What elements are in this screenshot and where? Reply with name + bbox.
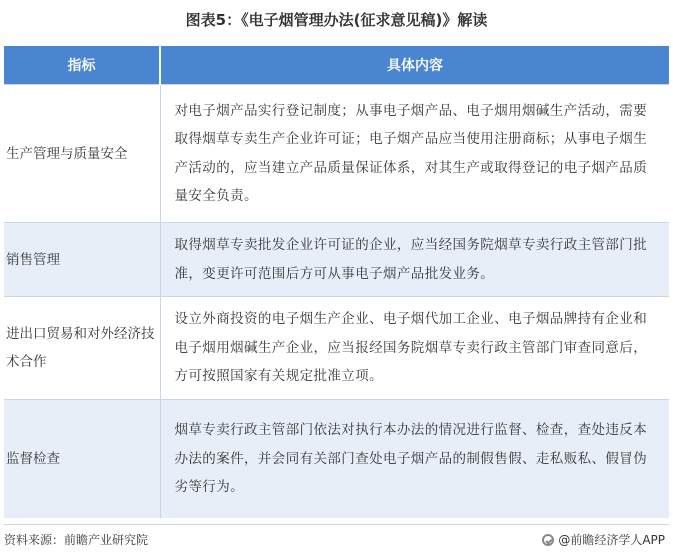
page-title: 图表5：《电子烟管理办法(征求意见稿)》解读 (185, 11, 488, 29)
column-header-content: 具体内容 (160, 46, 669, 85)
table-row (4, 223, 669, 297)
row-content: 烟草专卖行政主管部门依法对执行本办法的情况进行监督、检查，查处违反本办法的案件，并会同有关部门查处电子烟产品的制假售假、走私贩私、假冒伪劣等行为。 (160, 400, 669, 518)
brand-label: @前瞻经济学人APP (558, 533, 665, 547)
column-header-indicator: 指标 (4, 46, 160, 85)
row-content: 对电子烟产品实行登记制度；从事电子烟产品、电子烟用烟碱生产活动，需要取得烟草专卖生产企业许可证；电子烟产品应当使用注册商标；从事电子烟生产活动的，应当建立产品质量保证体系，对其生产或取得登记的电子烟产品质量安全负责。 (160, 85, 669, 223)
table-row (4, 85, 669, 223)
table-bottom-divider (4, 524, 669, 525)
brand-logo-icon (542, 534, 554, 546)
row-indicator: 进出口贸易和对外经济技术合作 (4, 297, 160, 400)
table-row (4, 400, 669, 518)
source-note: 资料来源：前瞻产业研究院 (4, 533, 149, 547)
row-indicator: 生产管理与质量安全 (4, 85, 160, 223)
row-indicator: 监督检查 (4, 400, 160, 518)
brand-credit (542, 531, 665, 548)
table-row (4, 297, 669, 400)
table-header-row (4, 46, 669, 85)
row-content: 取得烟草专卖批发企业许可证的企业，应当经国务院烟草专卖行政主管部门批准，变更许可范围后方可从事电子烟产品批发业务。 (160, 223, 669, 297)
row-indicator: 销售管理 (4, 223, 160, 297)
row-content: 设立外商投资的电子烟生产企业、电子烟代加工企业、电子烟品牌持有企业和电子烟用烟碱生产企业，应当报经国务院烟草专卖行政主管部门审查同意后，方可按照国家有关规定批准立项。 (160, 297, 669, 400)
policy-table (4, 46, 669, 518)
